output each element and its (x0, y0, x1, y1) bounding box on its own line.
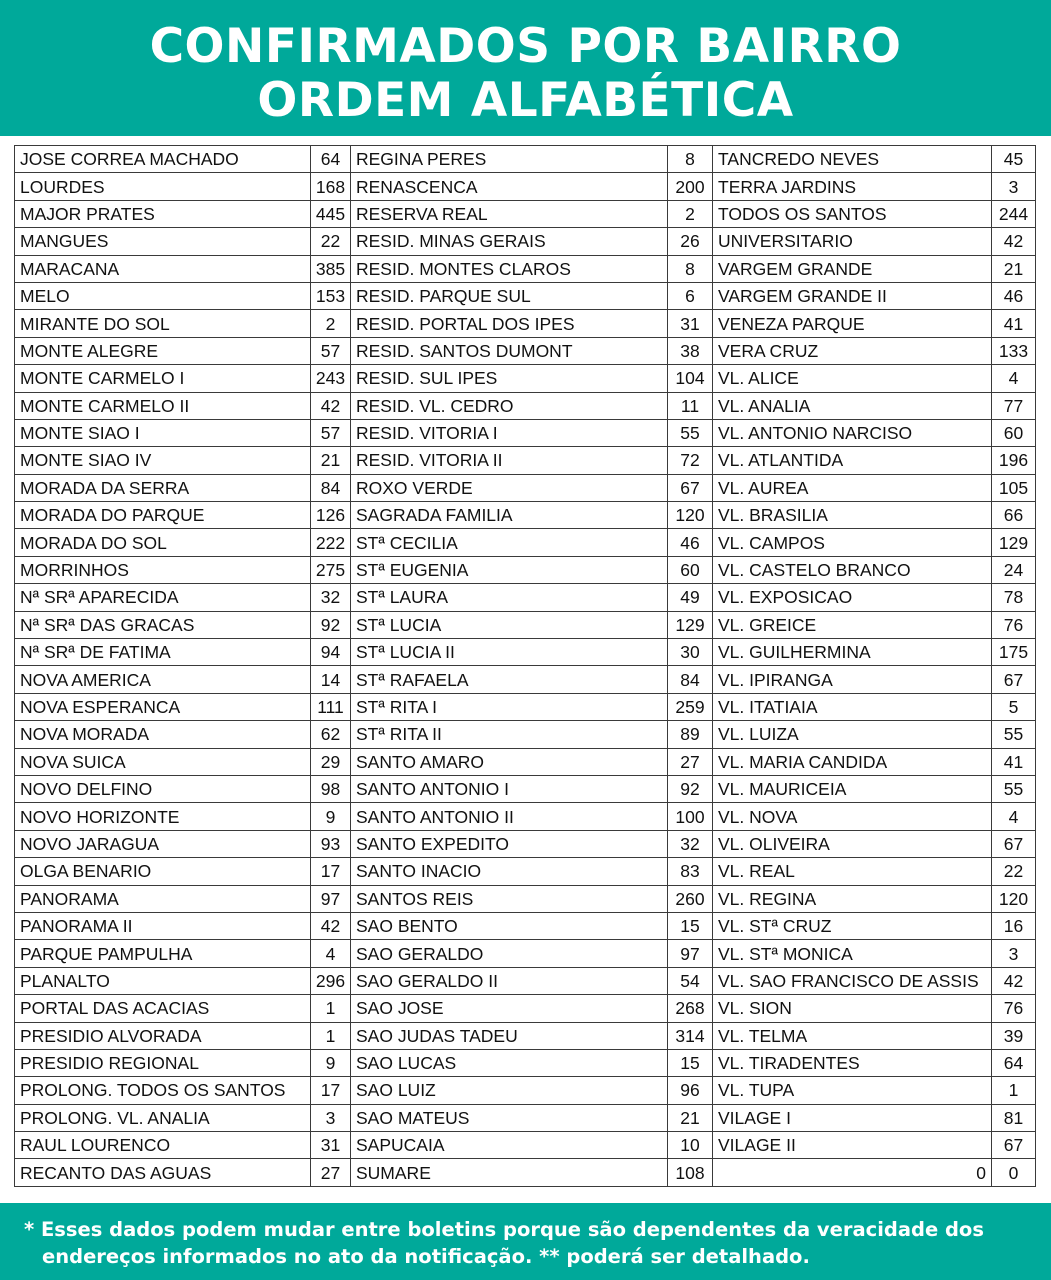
case-count-cell: 259 (668, 693, 713, 720)
case-count-cell: 22 (311, 228, 351, 255)
table-row (15, 775, 1036, 802)
neighborhood-name-cell: MORADA DO PARQUE (15, 502, 311, 529)
neighborhood-name-cell: VL. ATLANTIDA (713, 447, 992, 474)
case-count-cell: 45 (992, 146, 1036, 173)
neighborhood-name-cell: VL. CASTELO BRANCO (713, 556, 992, 583)
table-row (15, 1049, 1036, 1076)
case-count-cell: 1 (311, 995, 351, 1022)
case-count-cell: 0 (992, 1159, 1036, 1186)
neighborhood-name-cell: MAJOR PRATES (15, 200, 311, 227)
neighborhood-name-cell: VL. SAO FRANCISCO DE ASSIS (713, 967, 992, 994)
neighborhood-name-cell: LOURDES (15, 173, 311, 200)
case-count-cell: 55 (992, 775, 1036, 802)
neighborhood-name-cell: SAO GERALDO II (351, 967, 668, 994)
case-count-cell: 14 (311, 666, 351, 693)
case-count-cell: 32 (668, 830, 713, 857)
case-count-cell: 1 (992, 1077, 1036, 1104)
case-count-cell: 41 (992, 310, 1036, 337)
neighborhood-name-cell: TANCREDO NEVES (713, 146, 992, 173)
case-count-cell: 17 (311, 1077, 351, 1104)
case-count-cell: 200 (668, 173, 713, 200)
case-count-cell: 76 (992, 611, 1036, 638)
table-row (15, 337, 1036, 364)
neighborhood-name-cell: MELO (15, 282, 311, 309)
case-count-cell: 100 (668, 803, 713, 830)
neighborhood-name-cell: SANTO EXPEDITO (351, 830, 668, 857)
neighborhood-name-cell: VL. TUPA (713, 1077, 992, 1104)
table-row (15, 392, 1036, 419)
case-count-cell: 268 (668, 995, 713, 1022)
neighborhood-name-cell: VL. TIRADENTES (713, 1049, 992, 1076)
neighborhood-name-cell: SANTO AMARO (351, 748, 668, 775)
neighborhood-name-cell: REGINA PERES (351, 146, 668, 173)
neighborhood-name-cell: SAO GERALDO (351, 940, 668, 967)
page-title-line2: ORDEM ALFABÉTICA (257, 73, 794, 128)
neighborhood-name-cell: MORADA DA SERRA (15, 474, 311, 501)
neighborhood-name-cell: VL. ANALIA (713, 392, 992, 419)
neighborhood-name-cell: MONTE SIAO IV (15, 447, 311, 474)
case-count-cell: 5 (992, 693, 1036, 720)
neighborhood-name-cell: RESID. VL. CEDRO (351, 392, 668, 419)
case-count-cell: 222 (311, 529, 351, 556)
neighborhood-name-cell: PRESIDIO REGIONAL (15, 1049, 311, 1076)
case-count-cell: 314 (668, 1022, 713, 1049)
case-count-cell: 104 (668, 365, 713, 392)
neighborhood-name-cell: STª LAURA (351, 584, 668, 611)
neighborhood-name-cell: VL. GREICE (713, 611, 992, 638)
neighborhood-name-cell: VL. STª MONICA (713, 940, 992, 967)
table-row (15, 556, 1036, 583)
case-count-cell: 97 (668, 940, 713, 967)
neighborhood-name-cell: RENASCENCA (351, 173, 668, 200)
neighborhood-name-cell: TODOS OS SANTOS (713, 200, 992, 227)
neighborhood-name-cell: MORRINHOS (15, 556, 311, 583)
neighborhood-name-cell: VILAGE II (713, 1132, 992, 1159)
case-count-cell: 89 (668, 721, 713, 748)
case-count-cell: 8 (668, 255, 713, 282)
case-count-cell: 57 (311, 337, 351, 364)
case-count-cell: 129 (992, 529, 1036, 556)
table-row (15, 995, 1036, 1022)
neighborhood-name-cell: JOSE CORREA MACHADO (15, 146, 311, 173)
case-count-cell: 31 (668, 310, 713, 337)
case-count-cell: 4 (992, 803, 1036, 830)
neighborhood-name-cell: Nª SRª DAS GRACAS (15, 611, 311, 638)
table-row (15, 255, 1036, 282)
case-count-cell: 2 (668, 200, 713, 227)
table-row (15, 666, 1036, 693)
case-count-cell: 10 (668, 1132, 713, 1159)
neighborhood-name-cell: VL. NOVA (713, 803, 992, 830)
table-row (15, 173, 1036, 200)
neighborhood-name-cell: STª RITA I (351, 693, 668, 720)
case-count-cell: 98 (311, 775, 351, 802)
case-count-cell: 57 (311, 419, 351, 446)
case-count-cell: 3 (311, 1104, 351, 1131)
neighborhood-name-cell: VARGEM GRANDE II (713, 282, 992, 309)
table-row (15, 721, 1036, 748)
table-row (15, 1132, 1036, 1159)
neighborhood-name-cell: SAO MATEUS (351, 1104, 668, 1131)
neighborhood-name-cell: STª EUGENIA (351, 556, 668, 583)
table-row (15, 885, 1036, 912)
case-count-cell: 15 (668, 912, 713, 939)
neighborhood-name-cell: PORTAL DAS ACACIAS (15, 995, 311, 1022)
case-count-cell: 120 (668, 502, 713, 529)
table-row (15, 858, 1036, 885)
case-count-cell: 4 (311, 940, 351, 967)
neighborhood-name-cell: VL. MARIA CANDIDA (713, 748, 992, 775)
neighborhood-name-cell: VL. EXPOSICAO (713, 584, 992, 611)
case-count-cell: 42 (311, 392, 351, 419)
case-count-cell: 3 (992, 173, 1036, 200)
neighborhood-name-cell: VL. REAL (713, 858, 992, 885)
table-row (15, 1022, 1036, 1049)
neighborhood-name-cell: UNIVERSITARIO (713, 228, 992, 255)
case-count-cell: 175 (992, 639, 1036, 666)
neighborhood-name-cell: VL. OLIVEIRA (713, 830, 992, 857)
case-count-cell: 92 (311, 611, 351, 638)
case-count-cell: 26 (668, 228, 713, 255)
table-row (15, 228, 1036, 255)
neighborhood-name-cell: MONTE CARMELO I (15, 365, 311, 392)
neighborhood-name-cell: PROLONG. VL. ANALIA (15, 1104, 311, 1131)
case-count-cell: 31 (311, 1132, 351, 1159)
neighborhood-name-cell: NOVA SUICA (15, 748, 311, 775)
neighborhood-name-cell: PRESIDIO ALVORADA (15, 1022, 311, 1049)
neighborhood-name-cell: TERRA JARDINS (713, 173, 992, 200)
header-banner (0, 0, 1051, 136)
neighborhood-name-cell: PANORAMA (15, 885, 311, 912)
neighborhood-name-cell: NOVA AMERICA (15, 666, 311, 693)
neighborhood-name-cell: VL. MAURICEIA (713, 775, 992, 802)
neighborhood-table-wrapper (14, 145, 1035, 1187)
case-count-cell: 67 (992, 1132, 1036, 1159)
case-count-cell: 38 (668, 337, 713, 364)
neighborhood-name-cell: MONTE CARMELO II (15, 392, 311, 419)
neighborhood-name-cell: OLGA BENARIO (15, 858, 311, 885)
table-row (15, 200, 1036, 227)
table-row (15, 748, 1036, 775)
case-count-cell: 30 (668, 639, 713, 666)
case-count-cell: 81 (992, 1104, 1036, 1131)
table-row (15, 529, 1036, 556)
case-count-cell: 67 (668, 474, 713, 501)
case-count-cell: 49 (668, 584, 713, 611)
neighborhood-name-cell: VL. LUIZA (713, 721, 992, 748)
neighborhood-name-cell: MARACANA (15, 255, 311, 282)
neighborhood-name-cell: RESID. MINAS GERAIS (351, 228, 668, 255)
table-row (15, 584, 1036, 611)
case-count-cell: 296 (311, 967, 351, 994)
neighborhood-name-cell: VL. AUREA (713, 474, 992, 501)
case-count-cell: 60 (992, 419, 1036, 446)
table-row (15, 447, 1036, 474)
case-count-cell: 21 (311, 447, 351, 474)
neighborhood-name-cell: SAO BENTO (351, 912, 668, 939)
case-count-cell: 84 (311, 474, 351, 501)
case-count-cell: 133 (992, 337, 1036, 364)
neighborhood-name-cell: STª LUCIA II (351, 639, 668, 666)
neighborhood-name-cell: NOVO JARAGUA (15, 830, 311, 857)
neighborhood-name-cell: VL. BRASILIA (713, 502, 992, 529)
table-row (15, 419, 1036, 446)
table-body (15, 146, 1036, 1187)
case-count-cell: 129 (668, 611, 713, 638)
case-count-cell: 84 (668, 666, 713, 693)
case-count-cell: 55 (992, 721, 1036, 748)
case-count-cell: 78 (992, 584, 1036, 611)
neighborhood-name-cell: SAGRADA FAMILIA (351, 502, 668, 529)
table-row (15, 1159, 1036, 1186)
case-count-cell: 275 (311, 556, 351, 583)
neighborhood-name-cell: RESID. VITORIA II (351, 447, 668, 474)
case-count-cell: 60 (668, 556, 713, 583)
case-count-cell: 8 (668, 146, 713, 173)
case-count-cell: 67 (992, 666, 1036, 693)
case-count-cell: 41 (992, 748, 1036, 775)
case-count-cell: 105 (992, 474, 1036, 501)
table-row (15, 474, 1036, 501)
neighborhood-name-cell: STª CECILIA (351, 529, 668, 556)
case-count-cell: 32 (311, 584, 351, 611)
case-count-cell: 62 (311, 721, 351, 748)
case-count-cell: 77 (992, 392, 1036, 419)
case-count-cell: 153 (311, 282, 351, 309)
neighborhood-name-cell: RESID. SUL IPES (351, 365, 668, 392)
case-count-cell: 111 (311, 693, 351, 720)
case-count-cell: 93 (311, 830, 351, 857)
neighborhood-name-cell: VL. CAMPOS (713, 529, 992, 556)
case-count-cell: 55 (668, 419, 713, 446)
neighborhood-name-cell: VL. TELMA (713, 1022, 992, 1049)
neighborhood-name-cell: NOVA MORADA (15, 721, 311, 748)
footer-line1: * Esses dados podem mudar entre boletins porque são dependentes da veracidade dos (24, 1218, 984, 1241)
table-row (15, 365, 1036, 392)
case-count-cell: 2 (311, 310, 351, 337)
neighborhood-name-cell: NOVA ESPERANCA (15, 693, 311, 720)
case-count-cell: 29 (311, 748, 351, 775)
table-row (15, 146, 1036, 173)
case-count-cell: 42 (992, 967, 1036, 994)
table-row (15, 912, 1036, 939)
neighborhood-name-cell: MIRANTE DO SOL (15, 310, 311, 337)
neighborhood-table (14, 145, 1036, 1187)
table-row (15, 830, 1036, 857)
table-row (15, 310, 1036, 337)
case-count-cell: 9 (311, 1049, 351, 1076)
table-row (15, 639, 1036, 666)
case-count-cell: 4 (992, 365, 1036, 392)
case-count-cell: 244 (992, 200, 1036, 227)
case-count-cell: 126 (311, 502, 351, 529)
neighborhood-name-cell: SAO JUDAS TADEU (351, 1022, 668, 1049)
neighborhood-name-cell: SAO JOSE (351, 995, 668, 1022)
table-row (15, 502, 1036, 529)
neighborhood-name-cell: SUMARE (351, 1159, 668, 1186)
neighborhood-name-cell: VL. ITATIAIA (713, 693, 992, 720)
neighborhood-name-cell: SANTO ANTONIO I (351, 775, 668, 802)
neighborhood-name-cell: NOVO HORIZONTE (15, 803, 311, 830)
neighborhood-name-cell: VL. ANTONIO NARCISO (713, 419, 992, 446)
neighborhood-name-cell: STª RAFAELA (351, 666, 668, 693)
neighborhood-name-cell: RAUL LOURENCO (15, 1132, 311, 1159)
neighborhood-name-cell: MORADA DO SOL (15, 529, 311, 556)
neighborhood-name-cell: RESID. PARQUE SUL (351, 282, 668, 309)
case-count-cell: 11 (668, 392, 713, 419)
neighborhood-name-cell: STª RITA II (351, 721, 668, 748)
case-count-cell: 94 (311, 639, 351, 666)
neighborhood-name-cell: VL. GUILHERMINA (713, 639, 992, 666)
neighborhood-name-cell: SAO LUIZ (351, 1077, 668, 1104)
case-count-cell: 83 (668, 858, 713, 885)
neighborhood-name-cell: SANTO ANTONIO II (351, 803, 668, 830)
neighborhood-name-cell: RESID. PORTAL DOS IPES (351, 310, 668, 337)
footer-note (0, 1203, 1051, 1280)
neighborhood-name-cell: PARQUE PAMPULHA (15, 940, 311, 967)
table-row (15, 1077, 1036, 1104)
neighborhood-name-cell: RESID. SANTOS DUMONT (351, 337, 668, 364)
case-count-cell: 66 (992, 502, 1036, 529)
neighborhood-name-cell: STª LUCIA (351, 611, 668, 638)
case-count-cell: 1 (311, 1022, 351, 1049)
table-row (15, 940, 1036, 967)
case-count-cell: 196 (992, 447, 1036, 474)
neighborhood-name-cell: Nª SRª DE FATIMA (15, 639, 311, 666)
case-count-cell: 67 (992, 830, 1036, 857)
case-count-cell: 21 (992, 255, 1036, 282)
neighborhood-name-cell: VL. REGINA (713, 885, 992, 912)
case-count-cell: 3 (992, 940, 1036, 967)
case-count-cell: 42 (311, 912, 351, 939)
case-count-cell: 97 (311, 885, 351, 912)
case-count-cell: 108 (668, 1159, 713, 1186)
neighborhood-name-cell: RESID. MONTES CLAROS (351, 255, 668, 282)
neighborhood-name-cell: RESERVA REAL (351, 200, 668, 227)
case-count-cell: 96 (668, 1077, 713, 1104)
neighborhood-name-cell: MONTE SIAO I (15, 419, 311, 446)
case-count-cell: 27 (311, 1159, 351, 1186)
neighborhood-name-cell: SANTO INACIO (351, 858, 668, 885)
case-count-cell: 445 (311, 200, 351, 227)
neighborhood-name-cell: SANTOS REIS (351, 885, 668, 912)
case-count-cell: 64 (311, 146, 351, 173)
case-count-cell: 64 (992, 1049, 1036, 1076)
case-count-cell: 39 (992, 1022, 1036, 1049)
case-count-cell: 17 (311, 858, 351, 885)
case-count-cell: 21 (668, 1104, 713, 1131)
neighborhood-name-cell: RESID. VITORIA I (351, 419, 668, 446)
case-count-cell: 243 (311, 365, 351, 392)
neighborhood-name-cell: VL. SION (713, 995, 992, 1022)
neighborhood-name-cell: PANORAMA II (15, 912, 311, 939)
case-count-cell: 22 (992, 858, 1036, 885)
neighborhood-name-cell: ROXO VERDE (351, 474, 668, 501)
case-count-cell: 76 (992, 995, 1036, 1022)
neighborhood-name-cell: PROLONG. TODOS OS SANTOS (15, 1077, 311, 1104)
case-count-cell: 72 (668, 447, 713, 474)
neighborhood-name-cell: MONTE ALEGRE (15, 337, 311, 364)
neighborhood-name-cell: MANGUES (15, 228, 311, 255)
table-row (15, 967, 1036, 994)
neighborhood-name-cell: VERA CRUZ (713, 337, 992, 364)
table-row (15, 611, 1036, 638)
neighborhood-name-cell: VARGEM GRANDE (713, 255, 992, 282)
case-count-cell: 9 (311, 803, 351, 830)
neighborhood-name-cell: RECANTO DAS AGUAS (15, 1159, 311, 1186)
case-count-cell: 46 (668, 529, 713, 556)
case-count-cell: 15 (668, 1049, 713, 1076)
table-row (15, 1104, 1036, 1131)
case-count-cell: 120 (992, 885, 1036, 912)
case-count-cell: 92 (668, 775, 713, 802)
table-row (15, 693, 1036, 720)
page-title-line1: CONFIRMADOS POR BAIRRO (149, 19, 902, 74)
neighborhood-name-cell: 0 (713, 1159, 992, 1186)
table-row (15, 282, 1036, 309)
table-row (15, 803, 1036, 830)
case-count-cell: 54 (668, 967, 713, 994)
case-count-cell: 16 (992, 912, 1036, 939)
neighborhood-name-cell: Nª SRª APARECIDA (15, 584, 311, 611)
neighborhood-name-cell: VENEZA PARQUE (713, 310, 992, 337)
neighborhood-name-cell: NOVO DELFINO (15, 775, 311, 802)
footer-line2: endereços informados no ato da notificação. ** poderá ser detalhado. (42, 1245, 810, 1268)
case-count-cell: 6 (668, 282, 713, 309)
neighborhood-name-cell: VL. IPIRANGA (713, 666, 992, 693)
case-count-cell: 24 (992, 556, 1036, 583)
case-count-cell: 42 (992, 228, 1036, 255)
neighborhood-name-cell: PLANALTO (15, 967, 311, 994)
neighborhood-name-cell: SAO LUCAS (351, 1049, 668, 1076)
case-count-cell: 385 (311, 255, 351, 282)
case-count-cell: 168 (311, 173, 351, 200)
neighborhood-name-cell: SAPUCAIA (351, 1132, 668, 1159)
neighborhood-name-cell: VILAGE I (713, 1104, 992, 1131)
neighborhood-name-cell: VL. STª CRUZ (713, 912, 992, 939)
case-count-cell: 260 (668, 885, 713, 912)
neighborhood-name-cell: VL. ALICE (713, 365, 992, 392)
case-count-cell: 27 (668, 748, 713, 775)
case-count-cell: 46 (992, 282, 1036, 309)
